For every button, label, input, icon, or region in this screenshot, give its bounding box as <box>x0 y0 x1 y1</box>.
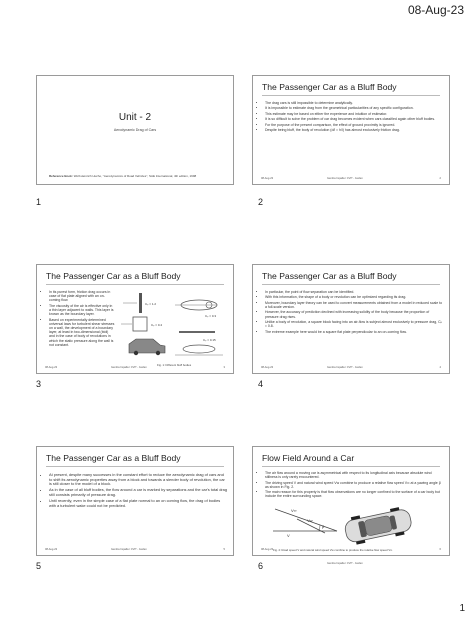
slide-title: The Passenger Car as a Bluff Body <box>46 453 181 463</box>
footer-center: Gemba Impalla / CVIT - Guden <box>327 562 363 565</box>
bullet: • Until recently, even in the simple case of a flat plate normal to an on coming flow, the drag of bodies with a turbulent wake could not be predicted. <box>49 499 227 508</box>
bullet: • It is so difficult to solve the problem of car drag becomes evident when cars classified again other bluff bodies. <box>265 117 443 121</box>
bullet: • With this information, the shape of a body or revolution can be optimized regarding its drag. <box>265 295 443 299</box>
title-divider <box>46 466 224 467</box>
footer-page: 5 <box>223 548 225 551</box>
vector-label: V <box>287 533 290 538</box>
slide-5 <box>36 446 234 556</box>
slide-subtitle: Aerodynamic Drag of Cars <box>113 128 157 132</box>
bullet-list <box>258 471 443 500</box>
footer-date: 08-Aug-23 <box>261 366 274 369</box>
ground-plate-shape <box>179 331 215 333</box>
bullet: • This estimate may be based on either the experience and intuition of estimator. <box>265 112 443 116</box>
wheel-shape <box>156 351 160 355</box>
bullet-list <box>258 290 443 335</box>
bullet: • However, the accuracy of prediction declined with increasing solidity of the body because the proportion of pressure drag rises. <box>265 310 443 318</box>
slide-title: Flow Field Around a Car <box>262 453 355 463</box>
title-divider <box>262 466 440 467</box>
slide-number: 4 <box>258 379 264 389</box>
bullet: • Unlike a body of revolution, a square block facing into an air-flow is subject almost exclusively to pressure drag, Cₚ ≈ 0.8. <box>265 320 443 328</box>
slide-4 <box>252 264 450 374</box>
car-shape <box>129 339 165 353</box>
title-divider <box>262 95 440 96</box>
bullet-list <box>258 101 443 133</box>
bullet: • Based on experimentally determined universal laws for turbulent shear stresses on a wall, the development of a boundary layer, at least in two-dimensional (bidi) and in the case of body of revolutions in which the static pressure along the wall is not constant. <box>49 318 115 347</box>
bullet: • The viscosity of the air is effective only in a thin layer adjacent to walls. This layer is known as the boundary layer. <box>49 304 115 317</box>
bullet: • At present, despite many successes in the constant effort to reduce the aerodynamic drag of cars and to shift its aerodynamic properties away from a block and towards a slender body of revolution, the car is still closer to the model of a block. <box>49 473 227 487</box>
bullet: • Despite being bluff, the body of revolution (d/l ≈ h/l) has almost exclusively friction drag. <box>265 128 443 132</box>
footer-center: Gemba Impalla / CVIT - Guden <box>111 366 147 369</box>
slide-number: 5 <box>36 561 42 571</box>
slide-number: 6 <box>258 561 264 571</box>
slide-6 <box>252 446 450 565</box>
footer-center: Gemba Impalla / CVIT - Guden <box>327 366 363 369</box>
slide-number: 3 <box>36 379 42 389</box>
slide-title: The Passenger Car as a Bluff Body <box>46 271 181 281</box>
bullet: • For the purpose of the present comparison, the effect of ground proximity is ignored. <box>265 123 443 127</box>
title-divider <box>262 284 440 285</box>
slide-2 <box>252 75 450 185</box>
footer-page: 6 <box>439 548 441 551</box>
slide-number: 1 <box>36 197 42 207</box>
bullet: • Moreover, boundary layer theory can be used to convert measurements obtained from a model in reduced scale to a full-scale version. <box>265 301 443 309</box>
slide-number: 2 <box>258 197 264 207</box>
cd-label: Cₚ = 0.3 <box>205 314 217 318</box>
cd-label: Cₚ = 0.15 <box>203 338 216 342</box>
vector-label: V∞ <box>291 508 297 513</box>
bullet: • In its purest form, friction drag occurs in case of flat plate aligned with an on-coming flow. <box>49 290 115 303</box>
slide-1 <box>36 75 234 185</box>
footer-center: Gemba Impalla / CVIT - Guden <box>327 177 363 180</box>
footer-center: Gemba Impalla / CVIT - Guden <box>111 548 147 551</box>
reference-label: Reference Book: <box>49 174 73 178</box>
bullet: • In particular, the point of flow separation can be identified. <box>265 290 443 294</box>
wheel-shape <box>134 351 138 355</box>
car-top-view <box>343 505 413 546</box>
square-block-shape <box>133 317 147 331</box>
footer-date: 08-Aug-23 <box>45 548 58 551</box>
footer-page: 4 <box>439 366 441 369</box>
flat-plate-shape <box>139 293 142 313</box>
bluff-bodies-figure <box>119 291 229 361</box>
bullet: • The main reason for this property is that flow observations are no longer confined to the surface of a car body but include the entire surrounding space. <box>265 490 443 498</box>
bullet: • The extreme example here would be a square flat plate perpendicular to an on-coming flow. <box>265 330 443 334</box>
footer-date: 08-Aug-23 <box>261 548 274 551</box>
bullet-list <box>42 473 227 509</box>
slide-title: The Passenger Car as a Bluff Body <box>262 271 397 281</box>
relative-flow-vector <box>275 509 337 531</box>
footer-page: 3 <box>223 366 225 369</box>
vector-label: β <box>322 524 325 529</box>
slide-3 <box>36 264 234 374</box>
streamline-body-shape <box>183 345 215 353</box>
bullet: • The air flow around a moving car is asymmetrical with respect to its longitudinal axis because absolute wind stillness is only rarely encountered. <box>265 471 443 479</box>
bullet: • The driving speed V and natural wind speed Vw combine to produce a relative flow speed V∞ at a yawing angle β as shown in Fig. 2. <box>265 481 443 489</box>
footer-date: 08-Aug-23 <box>45 366 58 369</box>
cd-label: Cₚ = 0.4 <box>151 323 163 327</box>
vector-label: Vw <box>307 518 313 523</box>
bullet: • As in the case of all bluff bodies, the flow around a car is marked by separations and the car's total drag still consists primarily of pressure drag. <box>49 488 227 497</box>
slide-title: The Passenger Car as a Bluff Body <box>262 82 397 92</box>
page-date: 08-Aug-23 <box>407 3 464 17</box>
footer-date: 08-Aug-23 <box>261 177 274 180</box>
bullet: • The drag cars is still impossible to determine analytically. <box>265 101 443 105</box>
bullet-list <box>42 290 115 348</box>
figure-caption: Fig. 1: Different bluff bodies <box>157 363 192 367</box>
cd-label: Cₚ = 1.2 <box>145 302 157 306</box>
figure-caption: Fig. 2: Road speed V and natural wind speed Vw combine to produce the relative flow speed V∞ <box>273 548 393 552</box>
page-number: 1 <box>459 603 465 614</box>
title-divider <box>46 284 224 285</box>
slide-title: Unit - 2 <box>118 112 152 123</box>
flow-field-figure <box>267 501 437 549</box>
bullet: • It is impossible to estimate drag from the geometrical particularities of any specific configuration. <box>265 106 443 110</box>
footer-page: 2 <box>439 177 441 180</box>
reference <box>49 174 196 178</box>
reference-text: Wolf-Heinrich Hucho, "Aerodynamics of Road Vehicles", SAE International, 4th edition, 1998 <box>73 174 197 178</box>
